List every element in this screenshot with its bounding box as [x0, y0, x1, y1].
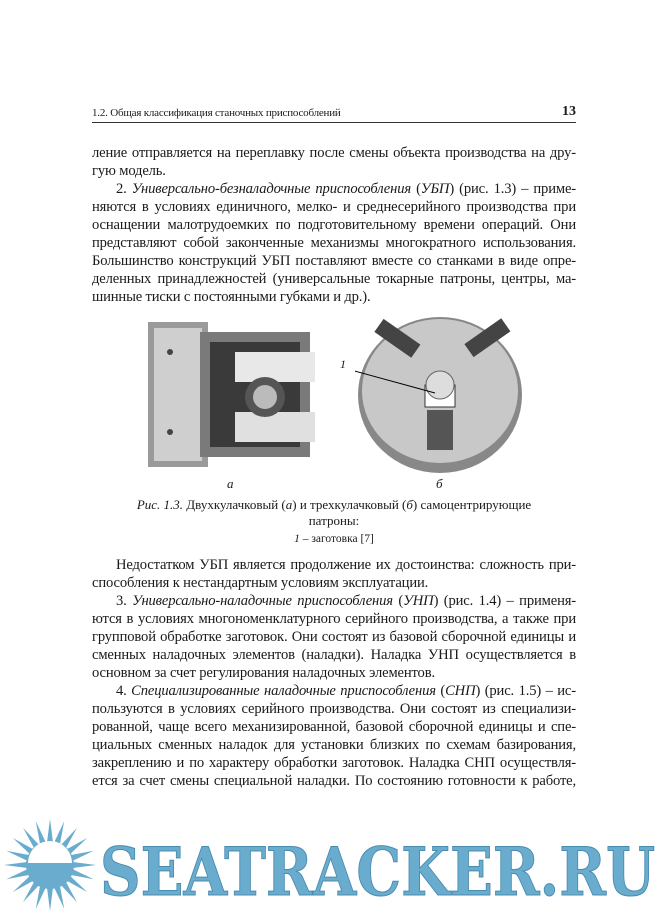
text-line: деленных принадлежностей (универсальные токарные патроны, центры, ма-	[92, 271, 576, 287]
text-line: ление отправляется на переплавку после смены объекта производства на дру-	[92, 145, 576, 161]
text-line: гую модель.	[92, 163, 166, 179]
text-line: Большинство конструкций УБП поставляют вместе со станками в виде опре-	[92, 253, 576, 269]
subfigure-label-a: а	[227, 476, 234, 491]
sun-ray	[4, 862, 28, 868]
text-line: сменных наладочных элементов (наладки). Наладка УНП осуществляется в	[92, 647, 576, 663]
list-item-heading: 3. Универсально-наладочные приспособления (УНП) (рис. 1.4) – применя-	[116, 593, 576, 609]
callout-1: 1	[340, 357, 346, 371]
list-item-heading: 4. Специализированные наладочные приспособления (СНП) (рис. 1.5) – ис-	[116, 683, 576, 699]
sun-icon	[4, 819, 96, 911]
text-line: няются в условиях единичного, мелко- и среднесерийного производства при	[92, 199, 576, 215]
running-header	[92, 104, 576, 123]
figure-legend: 1 – заготовка [7]	[294, 533, 374, 545]
page-number: 13	[562, 104, 576, 119]
text-line: закреплению и по характеру обработки заготовок. Наладка СНП осуществля-	[92, 755, 576, 771]
three-jaw-chuck-photo	[355, 315, 525, 475]
watermark-text: SEATRACKER.RU	[100, 833, 655, 911]
text-line: основном за счет регулирования наладочных элементов.	[92, 665, 435, 681]
text-line: циальных сменных наладок для установки близких по схемам базирования,	[92, 737, 576, 753]
text-line: способления к нестандартным условиям эксплуатации.	[92, 575, 429, 591]
text-line: групповой обработке заготовок. Они состоят из базовой сборочной единицы и	[92, 629, 576, 645]
text-line: шинные тиски с постоянными губками и др.).	[92, 289, 371, 305]
figure-caption-line2: патроны:	[308, 513, 360, 528]
text-line: пользуются в условиях серийного производства. Они состоят из специализи-	[92, 701, 576, 717]
section-title: 1.2. Общая классификация станочных приспособлений	[92, 107, 341, 119]
watermark-logo	[0, 815, 666, 915]
sun-ray	[47, 887, 53, 911]
text-line: оснащении малотрудоемких по подготовительному времени операций. Они	[92, 217, 576, 233]
list-item-heading: 2. Универсально-безналадочные приспособления (УБП) (рис. 1.3) – приме-	[116, 181, 576, 197]
text-line: Недостатком УБП является продолжение их достоинства: сложность при-	[116, 557, 576, 573]
two-jaw-chuck-photo	[140, 312, 315, 477]
sun-ray	[72, 862, 96, 868]
subfigure-label-b: б	[436, 476, 443, 491]
text-line: рованной, чаще всего механизированной, базовой сборочной единицы и спе-	[92, 719, 576, 735]
figure-caption: Рис. 1.3. Двухкулачковый (а) и трехкулачковый (б) самоцентрирующие	[136, 497, 532, 512]
text-line: представляют собой законченные механизмы многократного использования.	[92, 235, 576, 251]
text-line: ется за счет смены специальной наладки. По состоянию готовности к работе,	[92, 773, 576, 789]
text-line: ются в условиях многономенклатурного серийного производства, а также при	[92, 611, 576, 627]
sun-ray	[47, 819, 53, 843]
